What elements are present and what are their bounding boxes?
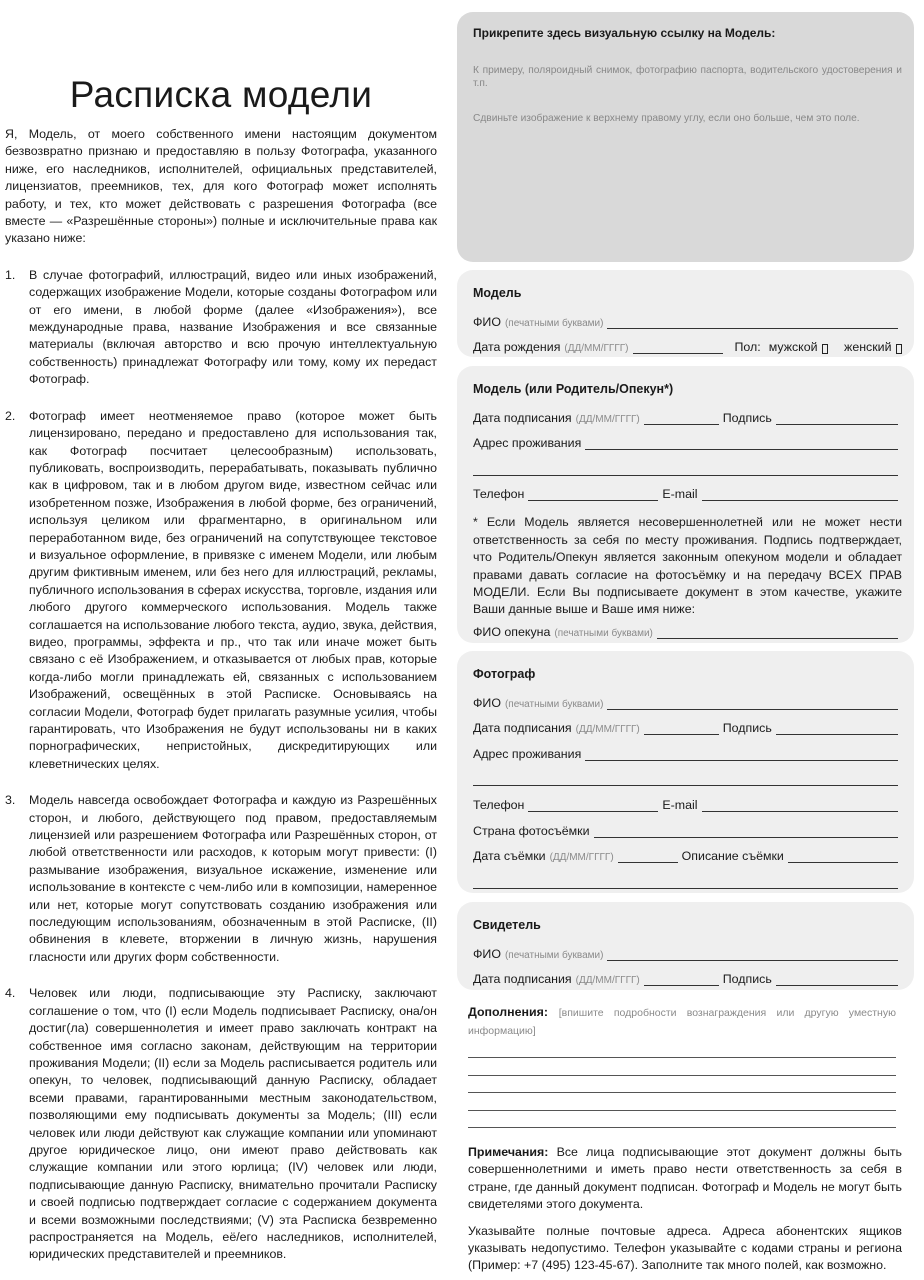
field-hint: (ДД/ММ/ГГГГ) (575, 975, 640, 987)
model-section (457, 270, 914, 357)
country-field[interactable] (594, 837, 898, 838)
shoot-description-field-2[interactable] (473, 888, 898, 889)
field-label: Адрес проживания (473, 436, 582, 451)
sign-date-field[interactable] (644, 985, 719, 986)
field-label: Подпись (722, 410, 772, 425)
reference-hint: К примеру, поляроидный снимок, фотографию паспорта, водительского удостоверения и т.п. (473, 65, 902, 89)
field-label: Адрес проживания (473, 746, 582, 761)
field-label: Телефон (473, 487, 525, 502)
clause (5, 267, 437, 389)
guardian-note: * Если Модель является несовершеннолетней или не может нести ответственность за себя по месту проживания. Подпись подтверждает, что Родитель/Опекун является законным опекуном модели и обладает правами давать согласие на фотосъёмку и на передачу ВСЕХ ПРАВ МОДЕЛИ. Если Вы подписываете документ в этом качестве, укажите Ваши данные выше и Ваше имя ниже: (473, 515, 902, 617)
clause (5, 792, 437, 966)
field-label: ФИО (473, 695, 501, 710)
address-field-2[interactable] (473, 785, 898, 786)
field-hint: (печатными буквами) (554, 628, 653, 640)
field-label: Подпись (722, 721, 772, 736)
notes-text: Все лица подписывающие этот документ должны быть совершеннолетними и иметь право нести ответственность за себя в стране, где данный документ подписан. Фотограф и Модель не могут быть свидетелями этого документа. (468, 1145, 902, 1212)
section-heading: Свидетель (473, 918, 541, 932)
section-heading: Фотограф (473, 667, 536, 681)
address-field-2[interactable] (473, 475, 898, 476)
clause-text: Человек или люди, подписывающие эту Расписку, заключают соглашение о том, что (I) если Модель подписывает Расписку, она/он достиг(ла) совершеннолетия и имеет право заключать контракт на собственное имя согласно законам, действующим на территории проживания Модели; (II) если за Модель расписывается родитель или опекун, то человек, подписывающий данную Расписку, обладает всеми правами, гарантированными местным законодательством, позволяющими ему подписывать документы за Модель; (III) если человек или люди действуют как служащие компании или упоминают другое юридическое лицо, они имеют право действовать как служащие компании или этого юрлица; (IV) человек или люди, подписывающие данную Расписку, внимательно прочитали Расписку и своей подписью подтверждает согласие с содержанием документа и всеми возможными последствиями; (V) эта Расписка безвременно распространяется на Модель, её/его наследников, исполнителей, юридических представителей и преемников. (29, 986, 437, 1262)
field-hint: (ДД/ММ/ГГГГ) (575, 724, 640, 736)
additions-line[interactable] (468, 1093, 896, 1111)
field-label: Подпись (722, 972, 772, 987)
notes-section (468, 1144, 902, 1275)
model-reference-photo-box[interactable] (457, 12, 914, 262)
field-label: Страна фотосъёмки (473, 823, 590, 838)
shoot-description-field[interactable] (788, 862, 898, 863)
notes-label: Примечания: (468, 1145, 549, 1159)
option-label: женский (844, 340, 892, 355)
signature-field[interactable] (776, 424, 898, 425)
field-label: Телефон (473, 797, 525, 812)
clause-text: Фотограф имеет неотменяемое право (которое может быть лицензировано, передано и предоставлено для использования так, как Фотограф посчитает целесообразным) использовать, публиковать, воспроизводить, перерабатывать, показывать публично как в цифровом, так и в любом другом виде, известном сейчас или изобретенном позже, Изображения в любой форме, без ограничений, используя целиком или фрагментарно, в оригинальном или переработанном виде, без ограничений на сопутствующее текстовое и визуальное оформление, в привязке с именем Модели, или любым другим фиктивным именем, или без него для иллюстраций, рекламы, публичного использования в сферах искусства, торговле, издания или любого другого коммерческого использования. Модель также соглашается на использование любого текста, аудио, звука, действия, видео, программы, эффекта и пр., что так или иначе может быть связано с её Изображением, и отказывается от любых прав, которые когда-либо могли принадлежать ей, связанных с использованием Изображений, освещённых в этой Расписке. Основываясь на согласии Модели, Фотограф будет прилагать разумные усилия, чтобы гарантировать, что Изображения не будут использованы ни в каких порнографических, непристойных, дискредитирующих или клеветнических целях. (29, 408, 437, 771)
field-label: ФИО опекуна (473, 625, 551, 640)
clause (5, 985, 437, 1264)
photographer-section (457, 651, 914, 893)
field-label: Дата подписания (473, 721, 572, 736)
notes-text-2: Указывайте полные почтовые адреса. Адреса абонентских ящиков указывать недопустимо. Телефон указывайте с кодами страны и региона (Пример: +7 (495) 123-45-67). Заполните так много полей, как возможно. (468, 1223, 902, 1273)
field-hint: (печатными буквами) (504, 317, 604, 329)
field-label: ФИО (473, 946, 501, 961)
field-label: Дата рождения (473, 340, 561, 355)
name-field[interactable] (607, 960, 898, 961)
field-label: Дата подписания (473, 972, 572, 987)
clause-number: 3. (5, 793, 16, 808)
name-field[interactable] (607, 328, 898, 329)
sign-date-field[interactable] (644, 734, 719, 735)
field-label: ФИО (473, 314, 501, 329)
birth-date-field[interactable] (633, 353, 723, 354)
signature-field[interactable] (776, 985, 898, 986)
field-hint: (ДД/ММ/ГГГГ) (549, 852, 614, 864)
male-checkbox[interactable] (822, 344, 828, 354)
reference-heading: Прикрепите здесь визуальную ссылку на Модель: (473, 26, 776, 40)
clause-text: Модель навсегда освобождает Фотографа и каждую из Разрешённых сторон, и любого, действующего под правом, предоставляемым лицензией или разрешением Фотографа или Разрешённых сторон, от любой ответственности или расходов, к которым могут привести: (I) размывание изображения, визуальное искажение, изменение или использование в контексте с чем-либо или в композиции, намеренное или нет, которые могут сопутствовать созданию изображения или последующим использованиям, обозначенным в этой Расписке, (II) обвинения в клевете, вторжении в личную жизнь, нарушения гласности или других форм собственности. (29, 793, 437, 964)
clause-number: 2. (5, 408, 16, 423)
release-text (5, 0, 437, 1264)
option-label: мужской (768, 340, 818, 355)
field-hint: (печатными буквами) (504, 949, 604, 961)
address-field[interactable] (585, 760, 898, 761)
field-hint: (печатными буквами) (504, 698, 604, 710)
shoot-date-field[interactable] (618, 862, 678, 863)
reference-hint: Сдвиньте изображение к верхнему правому углу, если оно больше, чем это поле. (473, 113, 860, 124)
additions-line[interactable] (468, 1058, 896, 1076)
clause-number: 1. (5, 267, 16, 282)
field-label: E-mail (662, 487, 698, 502)
field-label: Пол: (734, 340, 761, 355)
additions-line[interactable] (468, 1076, 896, 1094)
additions-label: Дополнения: (468, 1005, 548, 1019)
section-heading: Модель (или Родитель/Опекун*) (473, 382, 674, 396)
clause-number: 4. (5, 986, 16, 1001)
additions-section (468, 1004, 896, 1128)
field-hint: (ДД/ММ/ГГГГ) (564, 343, 629, 355)
field-hint: (ДД/ММ/ГГГГ) (575, 413, 640, 425)
clause (5, 408, 437, 774)
phone-field[interactable] (528, 500, 658, 501)
guardian-name-field[interactable] (657, 638, 898, 639)
address-field[interactable] (585, 449, 898, 450)
field-label: E-mail (662, 797, 698, 812)
name-field[interactable] (607, 709, 898, 710)
additions-line[interactable] (468, 1041, 896, 1059)
additions-hint: [впишите подробности вознаграждения или другую уместную информацию] (468, 1007, 896, 1038)
female-checkbox[interactable] (896, 344, 902, 354)
intro-paragraph: Я, Модель, от моего собственного имени настоящим документом безвозвратно признаю и предоставляю в пользу Фотографа, указанного ниже, его наследников, исполнителей, официальных представителей, лицензиатов, преемников, тех, для кого Фотограф может исполнять работу, и тех, кто может действовать с разрешения Фотографа (все вместе — «Разрешённые стороны») полные и исключительные права как указано ниже: (5, 127, 437, 246)
guardian-section (457, 366, 914, 643)
field-label: Дата подписания (473, 410, 572, 425)
email-field[interactable] (702, 500, 898, 501)
section-heading: Модель (473, 286, 522, 300)
page-title: Расписка модели (69, 74, 373, 115)
phone-field[interactable] (528, 811, 658, 812)
witness-section (457, 902, 914, 990)
clause-text: В случае фотографий, иллюстраций, видео или иных изображений, содержащих изображение Модели, которые созданы Фотографом или от его имени, в любой форме (далее «Изображения»), все международные права, название Изображения и все связанные материалы (включая авторство и всю прочую интеллектуальную собственность) принадлежат Фотографу или тому, кому их передаст Фотограф. (29, 267, 437, 387)
additions-line[interactable] (468, 1111, 896, 1129)
sign-date-field[interactable] (644, 424, 719, 425)
signature-field[interactable] (776, 734, 898, 735)
field-label: Описание съёмки (681, 849, 784, 864)
field-label: Дата съёмки (473, 849, 546, 864)
email-field[interactable] (702, 811, 898, 812)
